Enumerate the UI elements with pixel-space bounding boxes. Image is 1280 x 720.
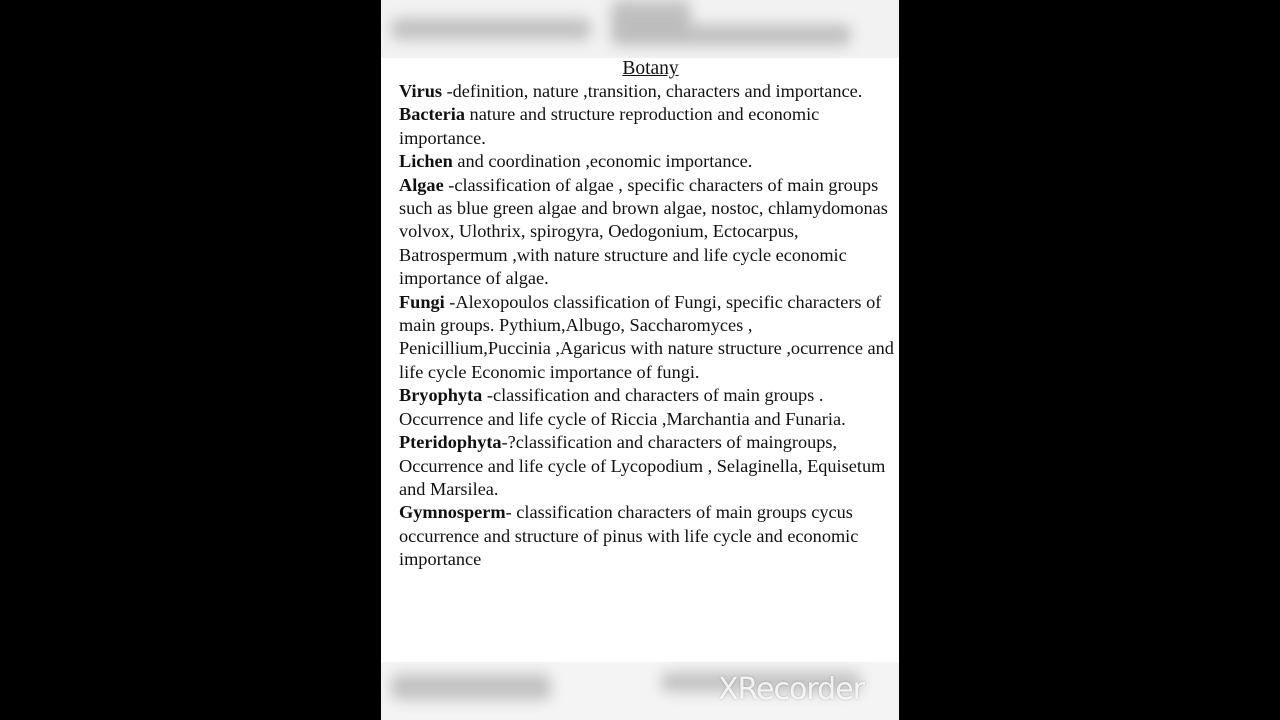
- entry-virus: [399, 80, 894, 103]
- entry-text: -Alexopoulos classification of Fungi, specific characters of main groups. Pythium,Albugo, Saccharomyces , Penicillium,Puccinia ,Agaricus with nature structure ,ocurrence and life cycle Economic importance of fungi.: [399, 291, 894, 382]
- entry-heading: Bryophyta: [399, 385, 483, 406]
- entry-heading: Lichen: [399, 151, 453, 172]
- entry-heading: Pteridophyta: [399, 432, 502, 453]
- entry-heading: Bacteria: [399, 104, 465, 125]
- entry-text: nature and structure reproduction and economic importance.: [399, 104, 820, 148]
- entry-text: - classification characters of main groups cycus occurrence and structure of pinus with life cycle and economic importance: [399, 502, 859, 570]
- page-title: Botany: [622, 58, 679, 79]
- entry-heading: Virus: [399, 81, 442, 101]
- entry-text: -definition, nature ,transition, characters and importance.: [442, 81, 863, 101]
- syllabus-page: [399, 57, 894, 572]
- entry-text: -classification of algae , specific characters of main groups such as blue green algae and brown algae, nostoc, chlamydomonas volvox, Ulothrix, spirogyra, Oedogonium, Ectocarpus, Batrospermum ,with nature structure and life cycle economic importance of algae.: [399, 174, 888, 289]
- entry-heading: Gymnosperm: [399, 502, 506, 523]
- entry-lichen: [399, 150, 894, 173]
- entry-bryophyta: [399, 384, 894, 431]
- entry-algae: [399, 174, 894, 291]
- document-frame: [381, 0, 899, 720]
- entry-text: -classification and characters of main groups . Occurrence and life cycle of Riccia ,Marchantia and Funaria.: [399, 385, 846, 429]
- entry-gymnosperm: [399, 501, 894, 571]
- blurred-top-region: [381, 0, 899, 58]
- entry-heading: Algae: [399, 174, 444, 195]
- entry-text: and coordination ,economic importance.: [452, 151, 753, 172]
- entry-bacteria: [399, 103, 894, 150]
- entry-heading: Fungi: [399, 291, 445, 312]
- entry-pteridophyta: [399, 431, 894, 501]
- xrecorder-watermark: XRecorder: [718, 672, 864, 707]
- entry-fungi: [399, 291, 894, 385]
- entry-text: -?classification and characters of maingroups, Occurrence and life cycle of Lycopodium , Selaginella, Equisetum and Marsilea.: [399, 432, 886, 499]
